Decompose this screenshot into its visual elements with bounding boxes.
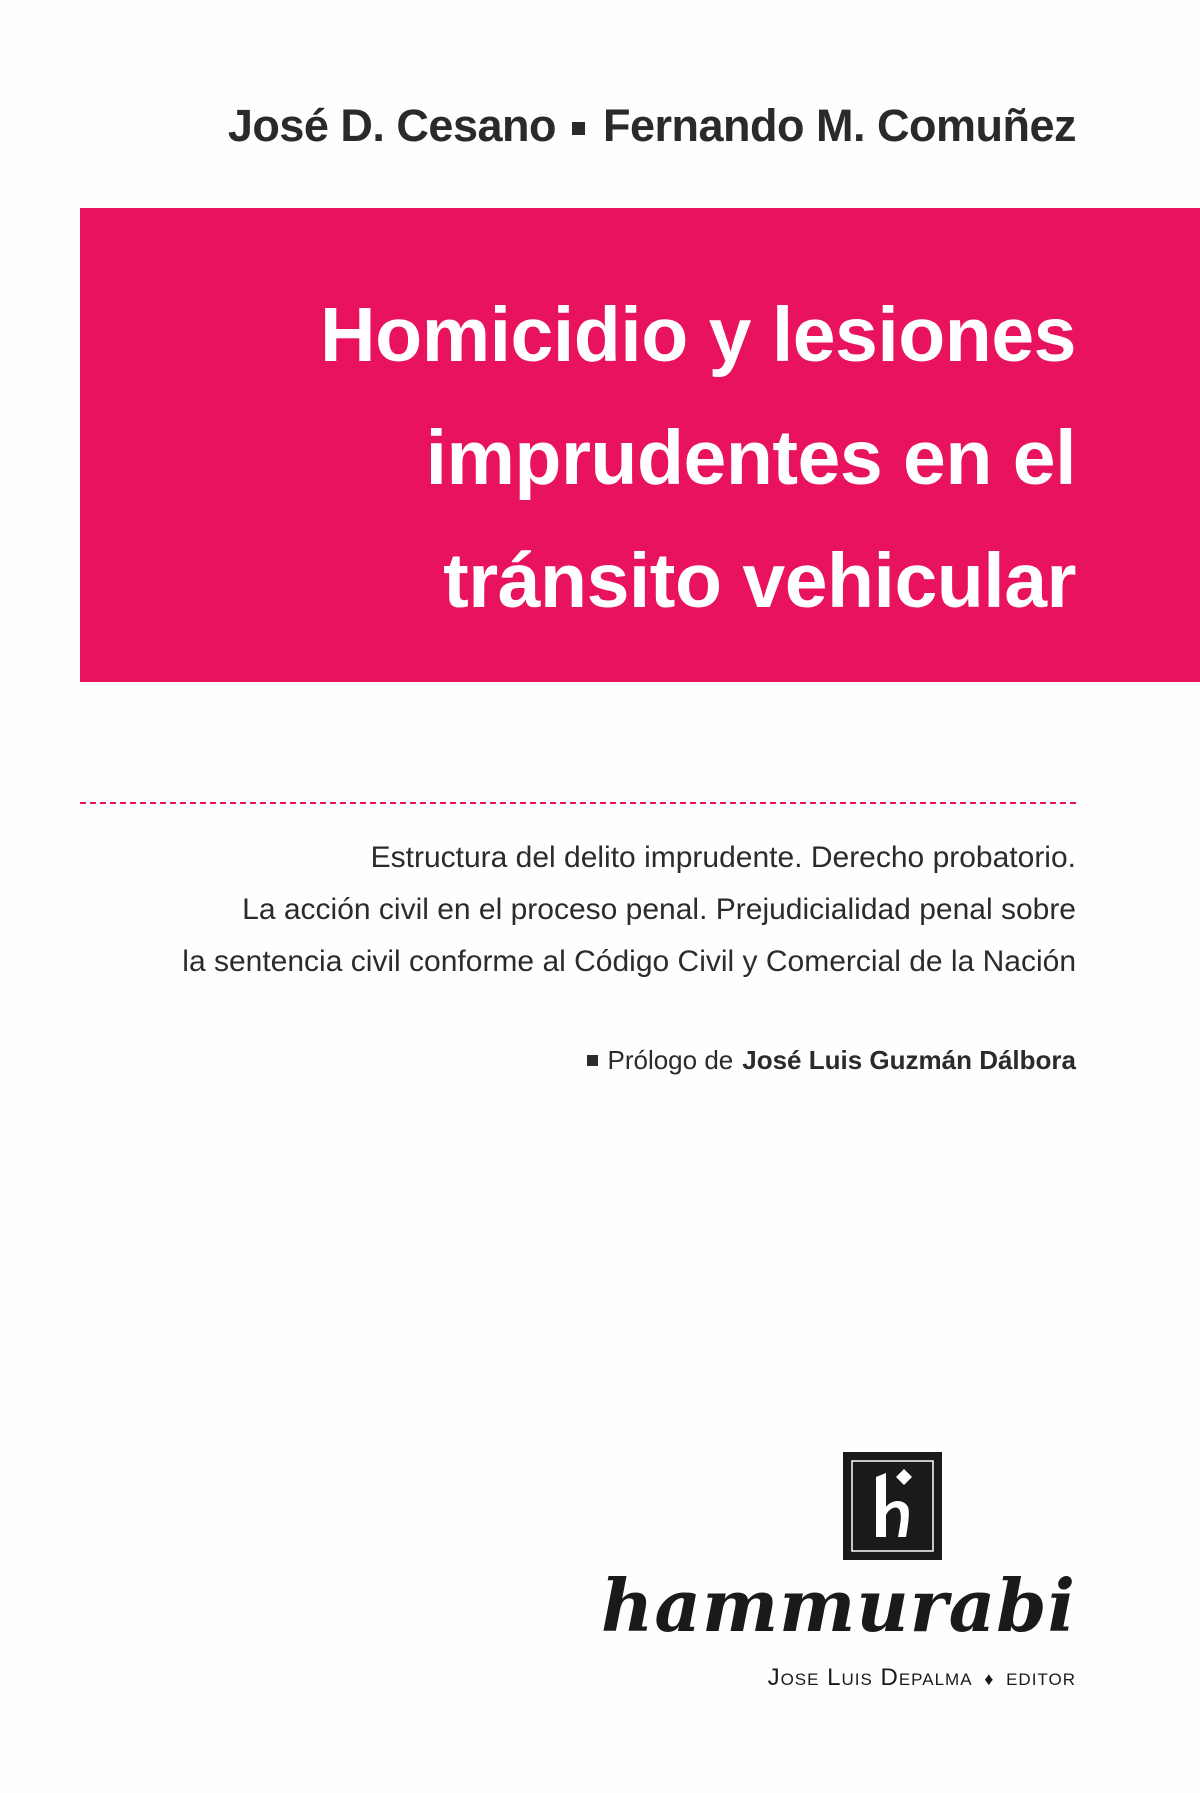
editor-name: Jose Luis Depalma bbox=[767, 1664, 973, 1691]
author-1: José D. Cesano bbox=[227, 100, 556, 151]
title-line: Homicidio y lesiones bbox=[320, 292, 1076, 378]
title-line: imprudentes en el bbox=[425, 415, 1076, 501]
subtitle-line: La acción civil en el proceso penal. Prejudicialidad penal sobre bbox=[242, 893, 1076, 926]
authors bbox=[228, 100, 1076, 152]
subtitle-line: Estructura del delito imprudente. Derecho probatorio. bbox=[370, 841, 1076, 874]
prologue-label: Prólogo de bbox=[607, 1045, 734, 1075]
prologue-credit bbox=[587, 1045, 1076, 1076]
diamond-separator-icon: ♦ bbox=[984, 1669, 995, 1689]
square-bullet-icon bbox=[587, 1055, 598, 1066]
dashed-divider bbox=[80, 802, 1076, 804]
editor-line bbox=[768, 1664, 1076, 1692]
prologue-author: José Luis Guzmán Dálbora bbox=[742, 1045, 1076, 1075]
book-subtitle bbox=[116, 832, 1076, 988]
author-2: Fernando M. Comuñez bbox=[603, 100, 1076, 151]
editor-label: editor bbox=[1006, 1664, 1076, 1691]
hammurabi-h-logo-icon bbox=[843, 1452, 942, 1560]
book-title bbox=[176, 274, 1076, 643]
subtitle-line: la sentencia civil conforme al Código Civil y Comercial de la Nación bbox=[182, 945, 1076, 978]
title-line: tránsito vehicular bbox=[443, 538, 1076, 624]
square-bullet-icon bbox=[572, 122, 585, 135]
publisher-name: hammurabi bbox=[601, 1563, 1076, 1648]
